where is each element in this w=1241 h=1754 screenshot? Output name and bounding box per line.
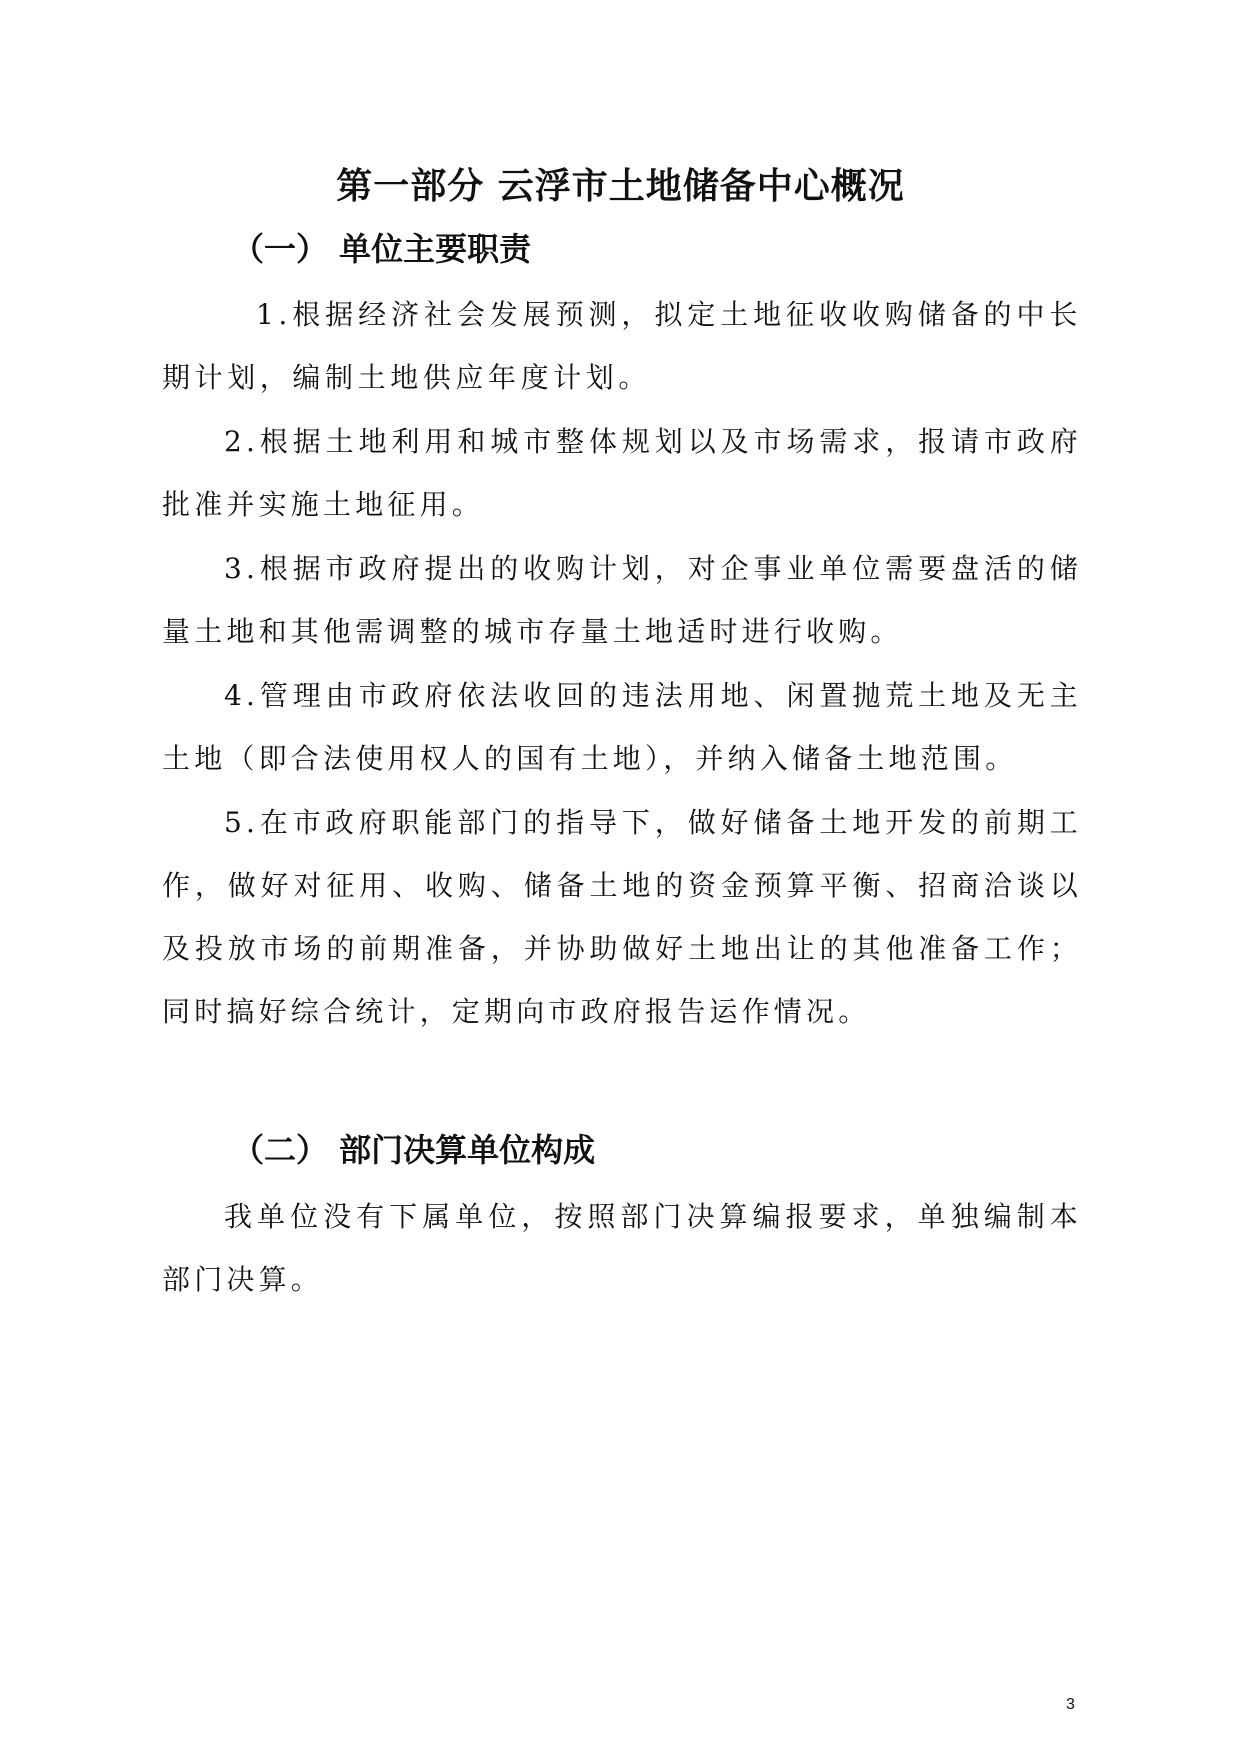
duty-paragraph-5: 5.在市政府职能部门的指导下，做好储备土地开发的前期工作，做好对征用、收购、储备土地的资金预算平衡、招商洽谈以及投放市场的前期准备，并协助做好土地出让的其他准备工作；同时搞好综合统计，定期向市政府报告运作情况。 bbox=[162, 806, 1082, 1028]
composition-paragraph: 我单位没有下属单位，按照部门决算编报要求，单独编制本部门决算。 bbox=[162, 1200, 1082, 1296]
section-heading-main-duties: （一） 单位主要职责 bbox=[232, 230, 532, 268]
duty-paragraph-4: 4.管理由市政府依法收回的违法用地、闲置抛荒土地及无主土地（即合法使用权人的国有土地），并纳入储备土地范围。 bbox=[162, 679, 1082, 775]
page-number: 3 bbox=[1066, 1696, 1075, 1713]
duty-paragraph-1: 1.根据经济社会发展预测，拟定土地征收收购储备的中长期计划，编制土地供应年度计划。 bbox=[162, 298, 1082, 394]
document-title: 第一部分 云浮市土地储备中心概况 bbox=[336, 166, 905, 207]
duty-paragraph-3: 3.根据市政府提出的收购计划，对企事业单位需要盘活的储量土地和其他需调整的城市存量土地适时进行收购。 bbox=[162, 552, 1082, 648]
section-heading-unit-composition: （二） 部门决算单位构成 bbox=[232, 1131, 596, 1169]
duty-paragraph-2: 2.根据土地利用和城市整体规划以及市场需求，报请市政府批准并实施土地征用。 bbox=[162, 425, 1082, 521]
